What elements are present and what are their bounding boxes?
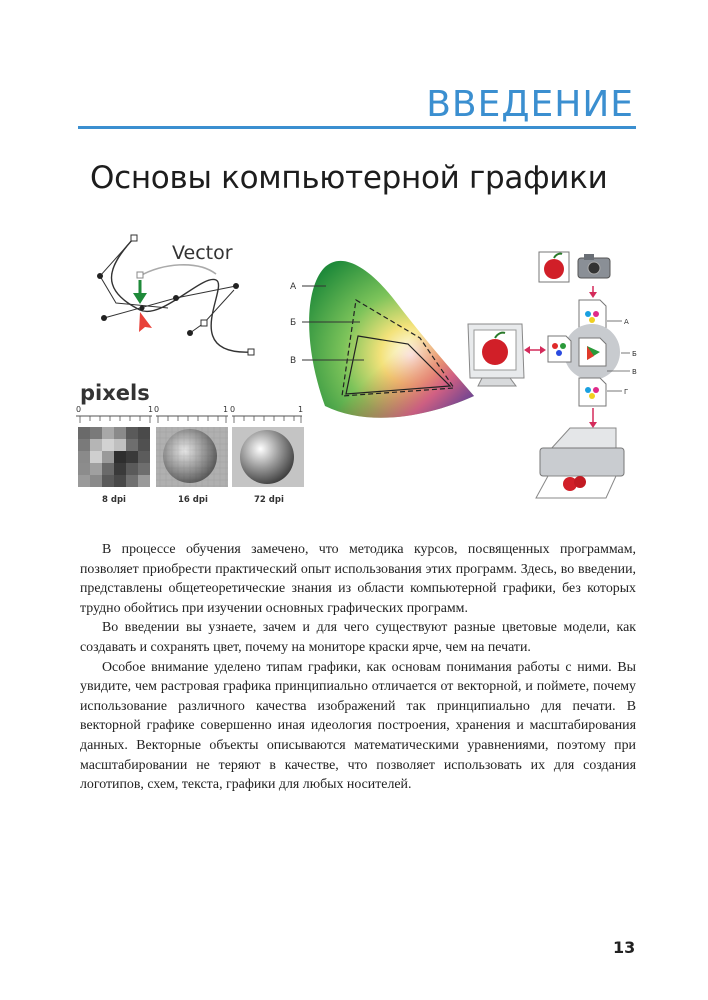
- workflow-label: А: [624, 318, 629, 326]
- monitor-icon: [468, 324, 524, 386]
- page-number: 13: [613, 938, 636, 957]
- camera-icon: [578, 254, 610, 278]
- paragraph: Особое внимание уделено типам графики, как основам понимания работы с ними. Вы увидите, чем растровая графика принципиально отличается от векторной, и поймете, почему использование различного качества изображений так принципиально для печати. В векторной графике совершенно иная идеология построения, хранения и масштабирования данных. Векторные объекты описываются математическими уравнениями, поэтому при масштабировании не теряют в качестве, что позволяет использовать их для создания логотипов, схем, текста, графики для любых носителей.: [80, 659, 636, 793]
- raster-sample-8dpi: [78, 427, 150, 487]
- gamut-label: Б: [290, 318, 297, 328]
- document-icon: [548, 336, 571, 362]
- color-gamut-diagram: [290, 257, 474, 426]
- title-rule: [78, 126, 636, 129]
- document-icon: [579, 378, 606, 406]
- raster-sample-72dpi: [232, 427, 304, 487]
- ruler-label: 0: [154, 405, 160, 414]
- gamut-label: А: [290, 282, 297, 292]
- gamut-label: В: [290, 356, 297, 366]
- ruler-label: 1: [298, 405, 304, 414]
- dpi-label: 16 dpi: [178, 495, 208, 505]
- paragraph: В процессе обучения замечено, что методика курсов, посвященных программам, позволяет приобрести практический опыт использования этих программ. Здесь, во введении, представлены общетеоретические знания из области компьютерной графики, без которых трудно обойтись при изучении основных графических программ.: [80, 542, 636, 616]
- printer-icon: [536, 428, 624, 498]
- dpi-label: 72 dpi: [254, 495, 284, 505]
- color-workflow-diagram: [468, 252, 637, 498]
- pixels-illustration: [76, 381, 304, 505]
- introduction-figure: [70, 228, 644, 513]
- document-icon: [579, 338, 606, 366]
- vector-illustration: [97, 235, 254, 355]
- workflow-label: Г: [624, 388, 629, 396]
- document-icon: [579, 300, 606, 328]
- body-text: [80, 540, 636, 795]
- paragraph: Во введении вы узнаете, зачем и для чего существуют разные цветовые модели, как создавать и сохранять цвет, почему на мониторе краски ярче, чем на печати.: [80, 620, 636, 655]
- section-title: ВВЕДЕНИЕ: [426, 84, 634, 125]
- dpi-label: 8 dpi: [102, 495, 126, 505]
- workflow-label: В: [632, 368, 637, 376]
- ruler-label: 0: [230, 405, 236, 414]
- vector-label: Vector: [172, 242, 233, 264]
- apple-icon: [544, 259, 564, 279]
- ruler-label: 0: [76, 405, 82, 414]
- chapter-title: Основы компьютерной графики: [90, 160, 608, 196]
- workflow-label: Б: [632, 350, 637, 358]
- raster-sample-16dpi: [156, 427, 228, 487]
- ruler-label: 1: [148, 405, 154, 414]
- ruler-label: 1: [223, 405, 229, 414]
- pixels-label: pixels: [80, 381, 150, 405]
